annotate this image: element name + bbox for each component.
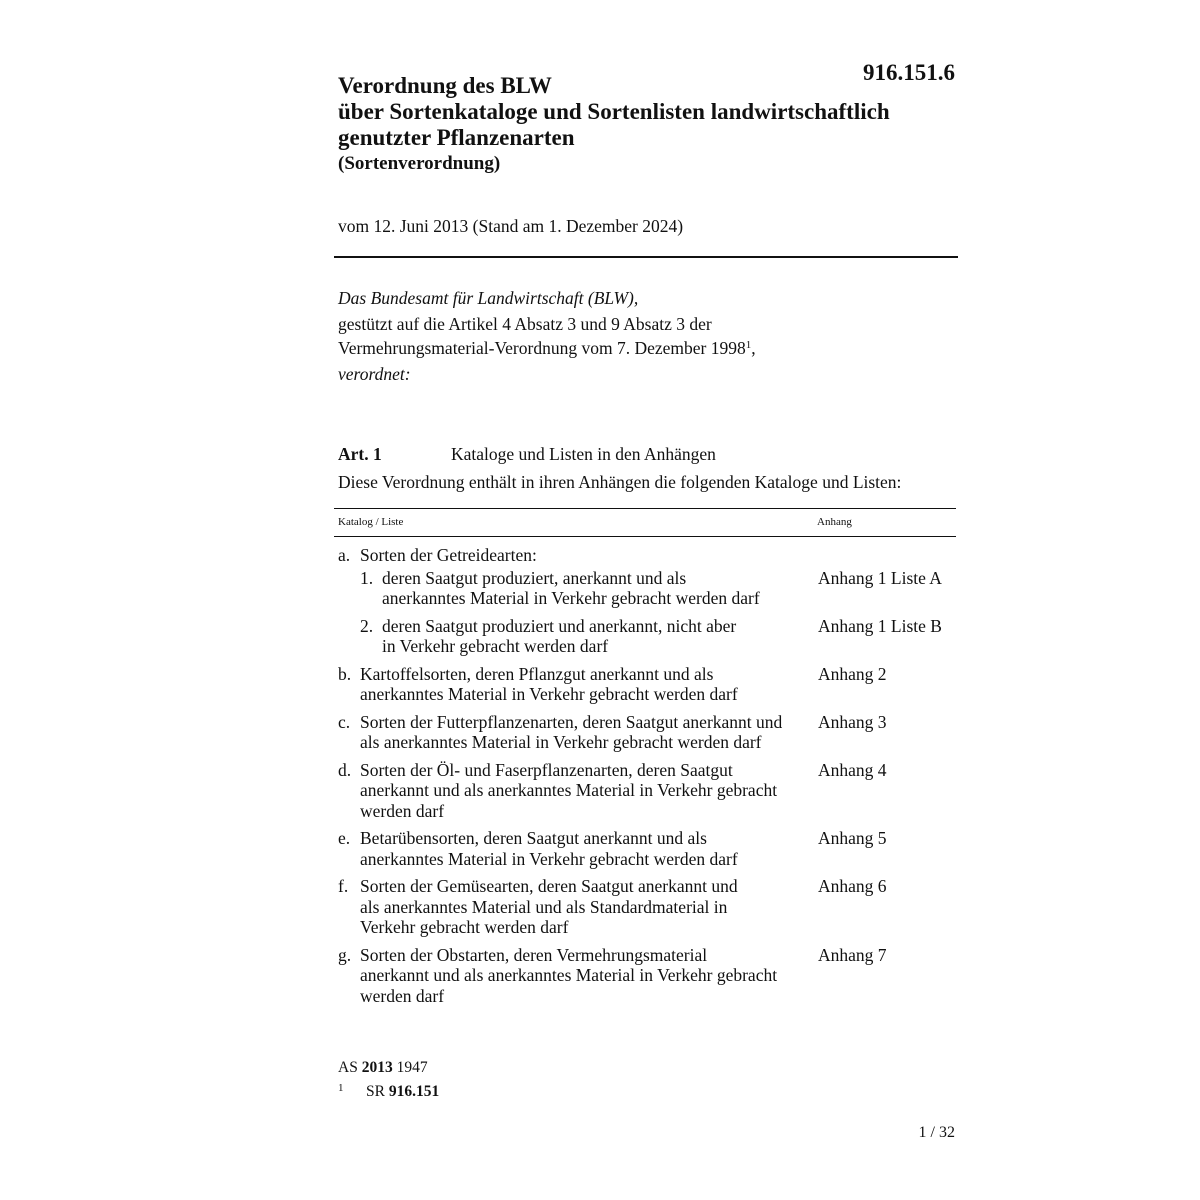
article-heading (338, 444, 716, 465)
row-annex[interactable]: Anhang 3 (818, 711, 887, 732)
article-number: Art. 1 (338, 444, 382, 464)
row-letter: b. (338, 663, 352, 684)
row-annex[interactable]: Anhang 1 Liste A (818, 567, 942, 588)
document-title (338, 73, 948, 151)
row-description: Sorten der Getreidearten: (360, 545, 537, 565)
row-description: deren Saatgut produziert, anerkannt und als anerkanntes Material in Verkehr gebracht werden darf (382, 567, 760, 608)
document-short-title: (Sortenverordnung) (338, 153, 501, 174)
row-letter: d. (338, 759, 352, 780)
preamble-basis-text: Vermehrungsmaterial-Verordnung vom 7. Dezember 1998 (338, 338, 746, 358)
table-row (338, 760, 958, 822)
row-letter: g. (338, 944, 352, 965)
sr-number: 916.151.6 (863, 60, 955, 85)
table-row (338, 616, 958, 657)
footnote-sr-link[interactable]: 916.151 (388, 1083, 440, 1100)
table-top-rule (334, 508, 956, 509)
footnote-ref-1[interactable]: 1 (745, 339, 752, 351)
footnotes (338, 1058, 439, 1102)
row-number: 1. (360, 567, 374, 588)
row-description: Sorten der Obstarten, deren Vermehrungsmaterial anerkannt und als anerkanntes Material in Verkehr gebracht werden darf (360, 944, 778, 1006)
table-row (338, 876, 958, 938)
preamble-authority: Das Bundesamt für Landwirtschaft (BLW), (338, 288, 639, 308)
footnote-mark: 1 (338, 1082, 344, 1094)
row-letter: a. (338, 545, 351, 565)
table-row (338, 945, 958, 1007)
row-annex[interactable]: Anhang 5 (818, 828, 887, 848)
row-letter: f. (338, 876, 349, 896)
article-title: Kataloge und Listen in den Anhängen (451, 444, 716, 464)
title-line-2: über Sortenkataloge und Sortenlisten landwirtschaftlich (338, 99, 890, 124)
table-header-annex: Anhang (817, 516, 852, 528)
table-row (338, 568, 958, 609)
row-description: Sorten der Gemüsearten, deren Saatgut anerkannt und als anerkanntes Material und als Standardmaterial in Verkehr gebracht werden darf (360, 876, 738, 937)
row-description: Sorten der Öl- und Faserpflanzenarten, deren Saatgut anerkannt und als anerkanntes Material in Verkehr gebracht werden darf (360, 759, 778, 821)
table-row (338, 664, 958, 705)
table-header-rule (334, 536, 956, 537)
header-divider (334, 256, 958, 258)
table-header-catalog: Katalog / Liste (338, 516, 404, 528)
document-date: vom 12. Juni 2013 (Stand am 1. Dezember 2024) (338, 216, 684, 236)
row-number: 2. (360, 615, 374, 636)
title-line-1: Verordnung des BLW (338, 73, 552, 98)
row-letter: e. (338, 828, 351, 848)
row-annex[interactable]: Anhang 1 Liste B (818, 615, 942, 636)
row-letter: c. (338, 711, 351, 732)
row-description: Sorten der Futterpflanzenarten, deren Saatgut anerkannt und als anerkanntes Material in Verkehr gebracht werden darf (360, 711, 783, 752)
catalog-table (338, 545, 958, 1013)
row-annex[interactable]: Anhang 2 (818, 663, 887, 684)
official-compilation-ref: AS 2013 1947 (338, 1059, 428, 1076)
preamble-basis-line-2 (338, 335, 938, 359)
row-annex[interactable]: Anhang 6 (818, 876, 887, 896)
preamble-basis-line-1: gestützt auf die Artikel 4 Absatz 3 und 9 Absatz 3 der (338, 314, 712, 334)
preamble-verordnet: verordnet: (338, 364, 411, 384)
table-row (338, 712, 958, 753)
row-description: deren Saatgut produziert und anerkannt, nicht aber in Verkehr gebracht werden darf (382, 615, 737, 656)
preamble (338, 288, 938, 385)
page-number: 1 / 32 (918, 1124, 955, 1141)
row-annex[interactable]: Anhang 7 (818, 944, 887, 965)
row-description: Betarübensorten, deren Saatgut anerkannt und als anerkanntes Material in Verkehr gebracht werden darf (360, 828, 738, 869)
table-row (338, 545, 958, 566)
title-line-3: genutzter Pflanzenarten (338, 125, 575, 150)
row-annex[interactable]: Anhang 4 (818, 759, 887, 780)
footnote-1: 1 SR 916.151 (338, 1078, 439, 1102)
row-description: Kartoffelsorten, deren Pflanzgut anerkannt und als anerkanntes Material in Verkehr gebracht werden darf (360, 663, 738, 704)
preamble-basis-end: , (751, 338, 756, 358)
article-intro: Diese Verordnung enthält in ihren Anhängen die folgenden Kataloge und Listen: (338, 472, 902, 492)
table-row (338, 828, 958, 869)
